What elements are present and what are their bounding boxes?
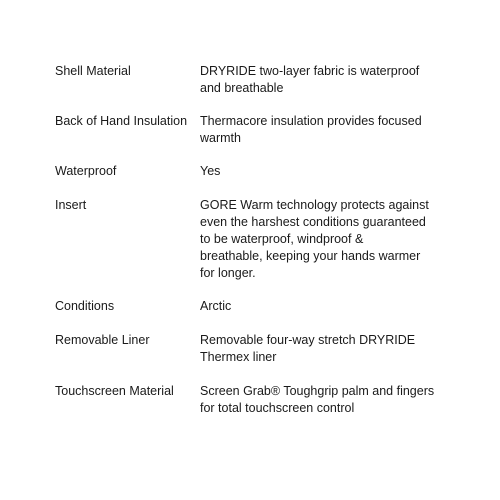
spec-row-waterproof <box>55 163 465 180</box>
spec-value <box>200 332 465 366</box>
spec-value <box>200 197 465 282</box>
spec-row-touchscreen-material <box>55 383 465 417</box>
spec-row-removable-liner <box>55 332 465 366</box>
spec-value <box>200 298 465 315</box>
spec-label: Touchscreen Material <box>55 384 174 398</box>
spec-label: Shell Material <box>55 64 131 78</box>
spec-value <box>200 63 465 97</box>
spec-value-line: and breathable <box>200 81 284 95</box>
spec-table <box>55 63 465 417</box>
spec-row-insert <box>55 197 465 282</box>
spec-value-line: for total touchscreen control <box>200 401 355 415</box>
spec-row-back-of-hand-insulation <box>55 113 465 147</box>
spec-row-shell-material <box>55 63 465 97</box>
spec-value <box>200 113 465 147</box>
spec-value <box>200 383 465 417</box>
spec-label: Waterproof <box>55 164 117 178</box>
spec-label: Removable Liner <box>55 333 150 347</box>
spec-value-line: to be waterproof, windproof & <box>200 232 364 246</box>
spec-value-line: GORE Warm technology protects against <box>200 198 429 212</box>
spec-label: Insert <box>55 198 87 212</box>
spec-value-line: Thermex liner <box>200 350 277 364</box>
spec-value-line: Screen Grab® Toughgrip palm and fingers <box>200 384 435 398</box>
spec-row-conditions <box>55 298 465 315</box>
spec-value-line: for longer. <box>200 266 256 280</box>
spec-label: Back of Hand Insulation <box>55 114 188 128</box>
spec-value-line: Yes <box>200 164 221 178</box>
spec-value-line: even the harshest conditions guaranteed <box>200 215 426 229</box>
spec-value-line: breathable, keeping your hands warmer <box>200 249 421 263</box>
spec-value-line: Thermacore insulation provides focused <box>200 114 422 128</box>
spec-value-line: Arctic <box>200 299 232 313</box>
spec-label: Conditions <box>55 299 115 313</box>
spec-value-line: Removable four-way stretch DRYRIDE <box>200 333 416 347</box>
spec-value <box>200 163 465 180</box>
spec-value-line: warmth <box>200 131 241 145</box>
spec-value-line: DRYRIDE two-layer fabric is waterproof <box>200 64 420 78</box>
